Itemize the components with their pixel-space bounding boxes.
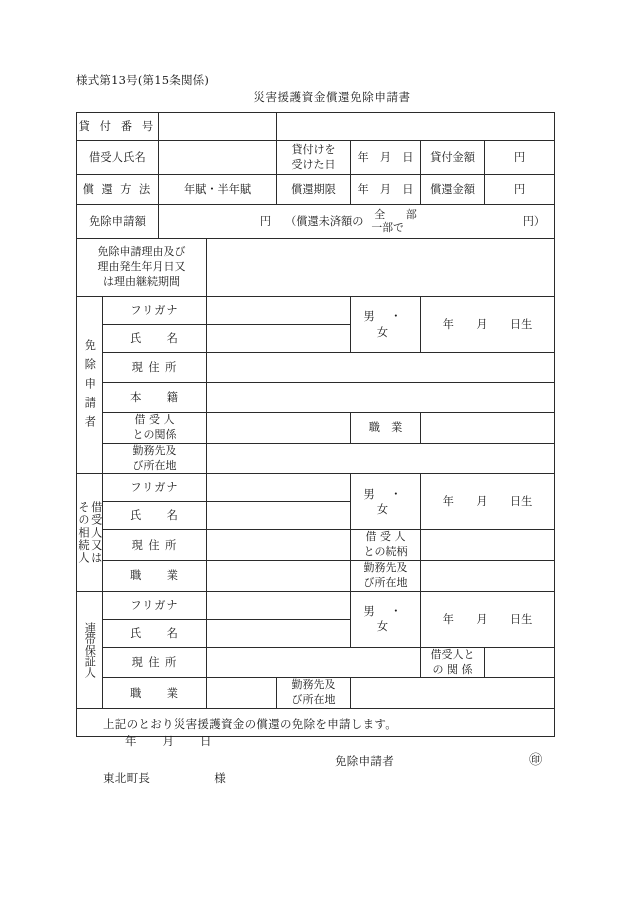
heir-section-label-col1: 借受人又は (89, 500, 103, 565)
loan-amount-label: 貸付金額 (421, 141, 485, 175)
guarantor-workplace-label (277, 678, 351, 709)
applicant-relation-value[interactable] (207, 413, 351, 444)
form-number: 様式第13号(第15条関係) (76, 73, 210, 87)
guarantor-workplace-value[interactable] (351, 678, 555, 709)
applicant-occupation-value[interactable] (421, 413, 555, 444)
heir-relation-label-line2: との続柄 (363, 545, 408, 559)
heir-relation-value[interactable] (421, 530, 555, 561)
row-guarantor-address (77, 647, 555, 678)
spacer-cell (277, 113, 555, 141)
borrower-name-label: 借受人氏名 (77, 141, 159, 175)
guarantor-relation-label-line2: の 関 係 (432, 662, 473, 676)
applicant-furigana-value[interactable] (207, 297, 351, 325)
guarantor-gender[interactable]: 男 ・ 女 (351, 591, 421, 647)
heir-occupation-value[interactable] (207, 561, 351, 592)
exemption-reason-label-line3: は理由継続期間 (103, 274, 180, 288)
loan-date-label-line2: 受けた日 (291, 157, 336, 171)
guarantor-address-label: 現 住 所 (103, 647, 207, 678)
footer-addressee-honorific: 様 (214, 771, 227, 786)
heir-gender[interactable]: 男 ・ 女 (351, 474, 421, 530)
exemption-amount-unit-close: 円） (522, 214, 546, 228)
document-title: 災害援護資金償還免除申請書 (253, 90, 411, 104)
footer-addressee-name: 東北町長 (103, 771, 151, 786)
row-repayment (77, 175, 555, 205)
exemption-amount-unit: 円 (259, 214, 272, 228)
row-applicant-address (77, 353, 555, 383)
guarantor-address-value[interactable] (207, 647, 421, 678)
guarantor-name-label: 氏 名 (103, 619, 207, 647)
loan-number-label: 貸 付 番 号 (77, 113, 159, 141)
heir-workplace-label-line2: び所在地 (363, 575, 408, 589)
row-guarantor-occupation (77, 678, 555, 709)
repay-amount-label: 償還金額 (421, 175, 485, 205)
repay-deadline-label: 償還期限 (277, 175, 351, 205)
guarantor-birthdate[interactable]: 年 月 日生 (421, 591, 555, 647)
guarantor-workplace-label-line2: び所在地 (291, 693, 336, 707)
applicant-section-label (77, 297, 103, 474)
applicant-workplace-value[interactable] (207, 443, 555, 474)
footer-statement: 上記のとおり災害援護資金の償還の免除を申請します。 (103, 717, 398, 732)
loan-date-label-line1: 貸付けを (291, 142, 336, 156)
guarantor-furigana-value[interactable] (207, 591, 351, 619)
applicant-workplace-label (103, 443, 207, 474)
applicant-address-label: 現 住 所 (103, 353, 207, 383)
heir-birthdate[interactable]: 年 月 日生 (421, 474, 555, 530)
guarantor-occupation-label: 職 業 (103, 678, 207, 709)
guarantor-workplace-label-line1: 勤務先及 (291, 678, 336, 692)
row-guarantor-furigana (77, 591, 555, 619)
exemption-reason-value[interactable] (207, 239, 555, 297)
applicant-address-value[interactable] (207, 353, 555, 383)
heir-name-label: 氏 名 (103, 502, 207, 530)
row-footer (77, 709, 555, 737)
guarantor-furigana-label: フリガナ (103, 591, 207, 619)
guarantor-relation-value[interactable] (485, 647, 555, 678)
guarantor-occupation-value[interactable] (207, 678, 277, 709)
guarantor-relation-label-line1: 借受人と (430, 647, 475, 661)
footer-block (77, 709, 555, 786)
heir-address-label: 現 住 所 (103, 530, 207, 561)
row-loan-number (77, 113, 555, 141)
footer-addressee (103, 771, 226, 787)
footer-date-year: 年 (125, 734, 137, 749)
borrower-name-value[interactable] (159, 141, 277, 175)
applicant-name-label: 氏 名 (103, 325, 207, 353)
repay-method-value[interactable]: 年賦・半年賦 (159, 175, 277, 205)
heir-occupation-label: 職 業 (103, 561, 207, 592)
applicant-gender[interactable]: 男 ・ 女 (351, 297, 421, 353)
heir-section-label (77, 474, 103, 591)
applicant-workplace-label-line1: 勤務先及 (132, 443, 177, 457)
exemption-paren-open: （償還未済額の (285, 214, 364, 228)
row-exemption-reason (77, 239, 555, 297)
row-applicant-furigana (77, 297, 555, 325)
guarantor-name-value[interactable] (207, 619, 351, 647)
applicant-relation-label-line1: 借 受 人 (134, 413, 175, 426)
loan-amount-value[interactable]: 円 (485, 141, 555, 175)
exemption-reason-label-line1: 免除申請理由及び (97, 245, 186, 259)
applicant-domicile-value[interactable] (207, 383, 555, 413)
heir-relation-label (351, 530, 421, 561)
heir-workplace-label-line1: 勤務先及 (363, 561, 408, 575)
heir-furigana-label: フリガナ (103, 474, 207, 502)
heir-furigana-value[interactable] (207, 474, 351, 502)
applicant-relation-label (103, 413, 207, 444)
footer-date[interactable] (125, 734, 212, 750)
application-form-table (76, 112, 555, 786)
repay-amount-value[interactable]: 円 (485, 175, 555, 205)
exemption-option-part[interactable]: 一部で (371, 220, 404, 234)
guarantor-section-label-text: 連帯保証人 (83, 621, 97, 678)
row-applicant-domicile (77, 383, 555, 413)
exemption-reason-label-line2: 理由発生年月日又 (97, 260, 186, 274)
heir-relation-label-line1: 借 受 人 (365, 530, 406, 544)
exemption-amount-value[interactable] (159, 205, 555, 239)
applicant-occupation-label: 職 業 (351, 413, 421, 444)
row-applicant-relation (77, 413, 555, 444)
heir-workplace-value[interactable] (421, 561, 555, 592)
heir-name-value[interactable] (207, 502, 351, 530)
loan-date-label (277, 141, 351, 175)
repay-deadline-value[interactable]: 年 月 日 (351, 175, 421, 205)
row-heir-address (77, 530, 555, 561)
heir-address-value[interactable] (207, 530, 351, 561)
applicant-section-label-text: 免除申請者 (83, 339, 97, 436)
loan-date-value[interactable]: 年 月 日 (351, 141, 421, 175)
loan-number-value[interactable] (159, 113, 277, 141)
footer-applicant-label: 免除申請者 (335, 754, 394, 769)
row-heir-occupation (77, 561, 555, 592)
heir-workplace-label (351, 561, 421, 592)
applicant-relation-label-line2: との関係 (132, 427, 177, 441)
row-exemption-amount (77, 205, 555, 239)
applicant-furigana-label: フリガナ (103, 297, 207, 325)
seal-icon[interactable]: ㊞ (529, 753, 543, 769)
applicant-domicile-label: 本 籍 (103, 383, 207, 413)
guarantor-section-label (77, 591, 103, 708)
applicant-birthdate[interactable]: 年 月 日生 (421, 297, 555, 353)
heir-section-label-col2: その相続人 (77, 500, 90, 565)
repay-method-label: 償 還 方 法 (77, 175, 159, 205)
exemption-reason-label (77, 239, 207, 297)
guarantor-relation-label (421, 647, 485, 678)
applicant-workplace-label-line2: び所在地 (132, 458, 177, 472)
row-applicant-workplace (77, 443, 555, 474)
exemption-amount-label: 免除申請額 (77, 205, 159, 239)
footer-date-day: 日 (200, 734, 212, 749)
row-heir-furigana (77, 474, 555, 502)
exemption-option-all[interactable]: 全 部 (374, 208, 422, 222)
row-borrower-name (77, 141, 555, 175)
footer-date-month: 月 (162, 734, 174, 749)
applicant-name-value[interactable] (207, 325, 351, 353)
